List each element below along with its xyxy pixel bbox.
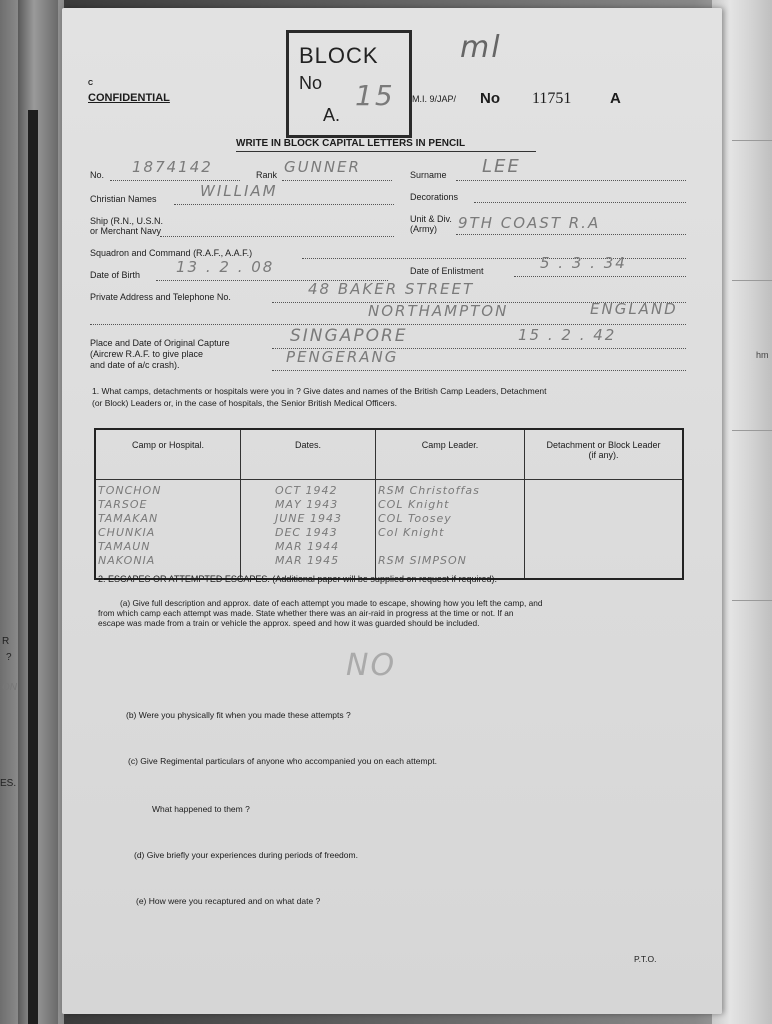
dob-value: 13 . 2 . 08 xyxy=(176,258,275,276)
stamp-block: BLOCK xyxy=(299,43,379,68)
camp-date: OCT 1942 xyxy=(275,484,338,497)
enlistment-label: Date of Enlistment xyxy=(410,266,484,276)
q2b-text: (b) Were you physically fit when you made these attempts ? xyxy=(126,710,351,720)
top-handwriting: ml xyxy=(460,30,502,65)
camps-table xyxy=(94,428,684,580)
surname-label: Surname xyxy=(410,170,447,180)
unit-label-2: (Army) xyxy=(410,224,437,234)
q2e-text: (e) How were you recaptured and on what date ? xyxy=(136,896,321,906)
q2c-followup: What happened to them ? xyxy=(152,804,250,814)
ref-suffix: A xyxy=(610,90,621,107)
q2c-text: (c) Give Regimental particulars of anyone who accompanied you on each attempt. xyxy=(128,756,437,766)
ref-no-label: No xyxy=(480,90,500,107)
leader-cell xyxy=(376,480,525,580)
instruction-heading: WRITE IN BLOCK CAPITAL LETTERS IN PENCIL xyxy=(236,138,466,149)
capture-place: SINGAPORE xyxy=(290,326,408,346)
instruction-underline xyxy=(236,151,536,152)
surname-value: LEE xyxy=(482,156,521,177)
q2d-text: (d) Give briefly your experiences during periods of freedom. xyxy=(134,850,358,860)
left-edge-text: ES. xyxy=(0,778,17,789)
ref-label: M.I. 9/JAP/ xyxy=(412,94,457,104)
detachment-cell xyxy=(525,480,684,580)
camp-leader: COL Toosey xyxy=(378,512,452,525)
camp-name: TAMAUN xyxy=(98,540,151,553)
capture-place-2: PENGERANG xyxy=(286,348,399,366)
address-line-3: ENGLAND xyxy=(590,300,678,318)
dob-label: Date of Birth xyxy=(90,270,141,280)
escape-answer: NO xyxy=(346,648,397,683)
ship-label: Ship (R.N., U.S.N. xyxy=(90,216,164,226)
right-rule xyxy=(732,600,772,601)
unit-label: Unit & Div. xyxy=(410,214,452,224)
q1-text-2: (or Block) Leaders or, in the case of hospitals, the Senior British Medical Officers. xyxy=(92,398,398,408)
christian-label: Christian Names xyxy=(90,194,157,204)
col-header-camp: Camp or Hospital. xyxy=(95,429,241,480)
camp-name: NAKONIA xyxy=(98,554,156,567)
squadron-label: Squadron and Command (R.A.F., A.A.F.) xyxy=(90,248,253,258)
col-header-detachment: Detachment or Block Leader (if any). xyxy=(525,429,684,480)
no-value: 1874142 xyxy=(132,158,213,176)
camp-leader: RSM Christoffas xyxy=(378,484,480,497)
camp-name: CHUNKIA xyxy=(98,526,156,539)
confidential-label: CONFIDENTIAL xyxy=(88,92,170,104)
capture-label: Place and Date of Original Capture xyxy=(90,338,230,348)
q2-title: 2. ESCAPES OR ATTEMPTED ESCAPES. (Additional paper will be supplied on request if required). xyxy=(98,574,498,584)
block-stamp xyxy=(286,30,412,138)
camp-leader xyxy=(378,540,524,554)
rank-value: GUNNER xyxy=(284,158,361,176)
capture-label-3: and date of a/c crash). xyxy=(90,360,180,370)
dotted-line xyxy=(456,180,686,181)
q1-text: 1. What camps, detachments or hospitals were you in ? Give dates and names of the British Camp Leaders, Detachment xyxy=(92,386,547,396)
ref-number: 11751 xyxy=(532,90,572,107)
dotted-line xyxy=(90,324,686,325)
enlistment-value: 5 . 3 . 34 xyxy=(540,254,627,272)
dotted-line xyxy=(302,258,686,259)
table-row xyxy=(95,480,683,580)
capture-date: 15 . 2 . 42 xyxy=(518,326,617,344)
binding-cord xyxy=(28,110,38,1024)
binding-strip xyxy=(18,0,58,1024)
right-rule xyxy=(732,140,772,141)
q2a-text-3: escape was made from a train or vehicle the approx. speed and how it was guarded should be included. xyxy=(98,618,480,628)
right-edge-text: hm xyxy=(756,350,769,360)
q2a-text-2: from which camp each attempt was made. State whether there was an air-raid in progress at the time or not. If an xyxy=(98,608,514,618)
address-line-1: 48 BAKER STREET xyxy=(308,280,475,298)
address-label: Private Address and Telephone No. xyxy=(90,292,231,302)
capture-label-2: (Aircrew R.A.F. to give place xyxy=(90,349,204,359)
left-edge-text: R xyxy=(2,636,10,647)
right-rule xyxy=(732,280,772,281)
camp-leader: RSM SIMPSON xyxy=(378,554,467,567)
form-sheet xyxy=(62,8,722,1014)
stamp-handwritten: 15 xyxy=(355,79,395,112)
dotted-line xyxy=(110,180,240,181)
camp-date: JUNE 1943 xyxy=(275,512,342,525)
dotted-line xyxy=(282,180,392,181)
stamp-a: A. xyxy=(323,105,341,125)
dotted-line xyxy=(272,370,686,371)
camp-name: TARSOE xyxy=(98,498,148,511)
no-label: No. xyxy=(90,170,105,180)
camp-name: TAMAKAN xyxy=(98,512,159,525)
unit-value: 9TH COAST R.A xyxy=(458,214,601,232)
left-edge-text: ? xyxy=(6,652,12,663)
stamp-no: No xyxy=(299,73,323,93)
dotted-line xyxy=(160,236,394,237)
left-edge-text: ON xyxy=(2,682,17,693)
camp-date: MAY 1943 xyxy=(275,498,339,511)
camp-date: DEC 1943 xyxy=(275,526,338,539)
decorations-label: Decorations xyxy=(410,192,459,202)
q2a-text: (a) Give full description and approx. date of each attempt you made to escape, showing how you left the camp, and xyxy=(120,598,543,608)
christian-value: WILLIAM xyxy=(200,182,278,200)
header-mark: C xyxy=(88,80,94,87)
right-rule xyxy=(732,430,772,431)
dotted-line xyxy=(514,276,686,277)
dates-cell xyxy=(241,480,376,580)
camp-name: TONCHON xyxy=(98,484,162,497)
col-header-leader: Camp Leader. xyxy=(376,429,525,480)
camps-cell xyxy=(95,480,241,580)
camp-date: MAR 1944 xyxy=(275,540,340,553)
pto-label: P.T.O. xyxy=(634,954,657,964)
dotted-line xyxy=(474,202,686,203)
camp-date: MAR 1945 xyxy=(275,554,340,567)
rank-label: Rank xyxy=(256,170,278,180)
address-line-2: NORTHAMPTON xyxy=(368,302,509,320)
dotted-line xyxy=(456,234,686,235)
dotted-line xyxy=(174,204,394,205)
col-header-dates: Dates. xyxy=(241,429,376,480)
camp-leader: COL Knight xyxy=(378,498,450,511)
ship-label-2: or Merchant Navy xyxy=(90,226,162,236)
camp-leader: Col Knight xyxy=(378,526,445,539)
